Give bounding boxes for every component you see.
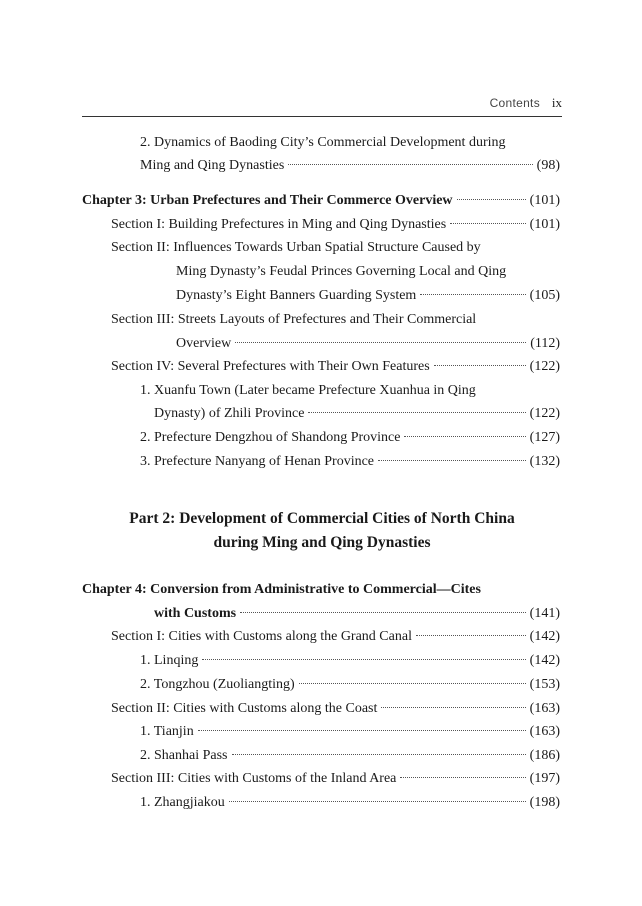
toc-entry-text: Dynasty) of Zhili Province — [154, 406, 305, 421]
toc-page-number: (141) — [529, 606, 560, 621]
toc-entry-text: Section IV: Several Prefectures with Their Own Features — [111, 359, 430, 374]
toc-page-number: (98) — [536, 158, 560, 173]
dot-leader — [299, 683, 526, 684]
toc-chapter-entry — [82, 581, 481, 599]
toc-entry — [140, 429, 560, 447]
toc-entry-text: Ming Dynasty’s Feudal Princes Governing Local and Qing — [176, 264, 507, 279]
toc-page-number: (163) — [529, 724, 560, 739]
toc-entry — [140, 453, 560, 471]
toc-entry-text: 2. Tongzhou (Zuoliangting) — [140, 677, 295, 692]
dot-leader — [400, 777, 525, 778]
dot-leader — [202, 659, 525, 660]
toc-entry — [154, 405, 560, 423]
toc-entry — [140, 676, 560, 694]
toc-entry-text: Ming and Qing Dynasties — [140, 158, 285, 173]
toc-entry-text: 2. Prefecture Dengzhou of Shandong Province — [140, 430, 401, 445]
toc-entry — [111, 311, 476, 329]
toc-entry-text: Section II: Influences Towards Urban Spatial Structure Caused by — [111, 240, 481, 255]
toc-page-number: (122) — [529, 406, 560, 421]
toc-entry — [140, 652, 560, 670]
toc-entry — [111, 216, 560, 234]
dot-leader — [288, 164, 532, 165]
toc-entry — [111, 628, 560, 646]
dot-leader — [229, 801, 526, 802]
dot-leader — [240, 612, 526, 613]
toc-entry-text: with Customs — [154, 606, 237, 621]
toc-entry — [111, 700, 560, 718]
toc-entry — [111, 239, 481, 257]
dot-leader — [457, 199, 526, 200]
dot-leader — [381, 707, 525, 708]
header-label: Contents — [489, 96, 540, 110]
toc-entry — [140, 794, 560, 812]
toc-chapter-entry — [82, 192, 560, 210]
header-page-number: ix — [551, 95, 562, 110]
toc-entry — [111, 358, 560, 376]
toc-entry-text: 1. Linqing — [140, 653, 199, 668]
toc-entry-text: Section I: Building Prefectures in Ming and Qing Dynasties — [111, 217, 447, 232]
dot-leader — [308, 412, 525, 413]
toc-page-number: (163) — [529, 701, 560, 716]
toc-entry-text: 3. Prefecture Nanyang of Henan Province — [140, 454, 375, 469]
toc-chapter-entry — [154, 605, 560, 623]
toc-entry-text: Chapter 4: Conversion from Administrative to Commercial—Cites — [82, 582, 481, 597]
dot-leader — [404, 436, 525, 437]
toc-page-number: (101) — [529, 193, 560, 208]
toc-entry-text: 1. Tianjin — [140, 724, 194, 739]
toc-entry-text: Chapter 3: Urban Prefectures and Their Commerce Overview — [82, 193, 453, 208]
toc-entry — [176, 335, 560, 353]
toc-page-number: (101) — [529, 217, 560, 232]
toc-page-number: (198) — [529, 795, 560, 810]
toc-entry-text: Section III: Cities with Customs of the Inland Area — [111, 771, 397, 786]
dot-leader — [378, 460, 526, 461]
toc-entry-text: Section I: Cities with Customs along the Grand Canal — [111, 629, 412, 644]
toc-page-number: (105) — [529, 288, 560, 303]
dot-leader — [416, 635, 526, 636]
dot-leader — [198, 730, 526, 731]
toc-entry — [176, 263, 506, 281]
toc-entry-text: 2. Shanhai Pass — [140, 748, 228, 763]
toc-entry-text: Section III: Streets Layouts of Prefectures and Their Commercial — [111, 312, 477, 327]
dot-leader — [420, 294, 525, 295]
part-heading-line1: Part 2: Development of Commercial Cities of North China — [129, 510, 515, 527]
toc-page-number: (127) — [529, 430, 560, 445]
toc-entry — [140, 382, 476, 400]
toc-entry — [140, 723, 560, 741]
running-header — [82, 92, 562, 117]
toc-entry-text: 1. Zhangjiakou — [140, 795, 225, 810]
dot-leader — [235, 342, 526, 343]
toc-entry-text: 1. Xuanfu Town (Later became Prefecture Xuanhua in Qing — [140, 383, 476, 398]
toc-entry-text: Overview — [176, 336, 232, 351]
toc-entry — [176, 287, 560, 305]
toc-entry — [111, 770, 560, 788]
dot-leader — [434, 365, 526, 366]
toc-entry — [140, 157, 560, 175]
toc-entry-text: Dynasty’s Eight Banners Guarding System — [176, 288, 417, 303]
toc-entry-text: Section II: Cities with Customs along the Coast — [111, 701, 378, 716]
dot-leader — [450, 223, 525, 224]
dot-leader — [232, 754, 526, 755]
toc-entry — [140, 134, 506, 152]
toc-page-number: (132) — [529, 454, 560, 469]
toc-page-number: (142) — [529, 629, 560, 644]
toc-page-number: (142) — [529, 653, 560, 668]
toc-page-number: (112) — [530, 336, 560, 351]
toc-page-number: (197) — [529, 771, 560, 786]
toc-page-number: (186) — [529, 748, 560, 763]
toc-entry — [140, 747, 560, 765]
toc-page-number: (122) — [529, 359, 560, 374]
part-heading-line2: during Ming and Qing Dynasties — [213, 534, 431, 551]
toc-page-number: (153) — [529, 677, 560, 692]
toc-entry-text: 2. Dynamics of Baoding City’s Commercial Development during — [140, 135, 506, 150]
